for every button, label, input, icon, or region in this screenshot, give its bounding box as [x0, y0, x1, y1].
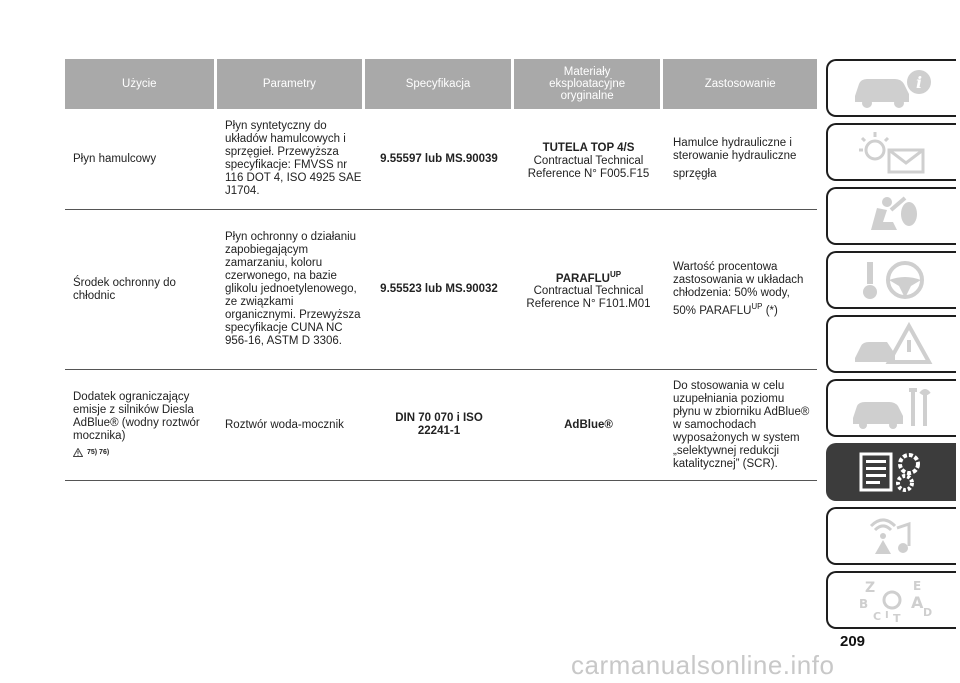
car-service-tools-icon [847, 386, 937, 430]
cell-application: Hamulce hydrauliczne i sterowanie hydrauliczne sprzęgła [673, 137, 797, 180]
alphabetical-index-icon [847, 578, 937, 622]
fluids-table [65, 59, 817, 481]
cell-application: Wartość procentowa zastosowania w układach chłodzenia: 50% wody, 50% $PARAFLU^{UP}$ (*) [673, 261, 804, 317]
header-parameters: Parametry [217, 59, 363, 109]
table-row [65, 210, 817, 370]
table-header [65, 59, 817, 109]
cell-use: Środek ochronny do chłodnic [73, 276, 176, 302]
index-letter: A [911, 593, 924, 612]
accident-warning-triangle-icon [847, 322, 937, 366]
page-number: 209 [840, 633, 866, 650]
watermark: carmanualsonline.info [571, 650, 835, 680]
tab-index[interactable] [826, 571, 956, 629]
tab-multimedia[interactable] [826, 507, 956, 565]
cell-parameters: Roztwór woda-mocznik [225, 418, 344, 431]
tab-safety[interactable] [826, 187, 956, 245]
index-letter: D [923, 606, 933, 619]
seat-airbag-icon [847, 194, 937, 238]
tab-emergency[interactable] [826, 315, 956, 373]
cell-use: Płyn hamulcowy [73, 152, 157, 165]
index-letter: I [885, 610, 889, 621]
product-reference: Contractual Technical Reference N° F101.M01 [526, 285, 651, 311]
index-letter: T [893, 612, 901, 622]
header-original-fluids: Materiały eksploatacyjne oryginalne [514, 59, 661, 109]
svg-text:i: i [916, 73, 923, 92]
tab-warning-lights[interactable] [826, 123, 956, 181]
cell-specification: 9.55597 lub MS.90039 [380, 152, 498, 165]
product-name: $PARAFLU^{UP}$ [555, 269, 622, 285]
cell-specification: 9.55523 lub MS.90032 [380, 283, 498, 295]
tab-technical-data[interactable] [826, 443, 956, 501]
index-letter: C [873, 610, 882, 622]
car-info-icon [847, 66, 937, 110]
header-specification: Specyfikacja [365, 59, 511, 109]
multimedia-icon [847, 514, 937, 558]
tab-starting-driving[interactable] [826, 251, 956, 309]
index-letter: Z [865, 580, 876, 596]
cell-use: Dodatek ograniczający emisje z silników Diesla AdBlue® (wodny roztwór mocznika) 75) 76) [65, 370, 217, 480]
chapter-sidebar [826, 59, 956, 635]
warning-lights-message-icon [847, 130, 937, 174]
cell-original-fluid [515, 210, 665, 369]
cell-specification: DIN 70 070 i ISO 22241-1 [395, 412, 483, 437]
cell-application: Do stosowania w celu uzupełniania poziomu płynu w zbiorniku AdBlue® w samochodach wyposażonych w system „selektywnej redukcji katalitycznej” (SCR). [673, 379, 810, 470]
product-reference: Contractual Technical Reference N° F005.F15 [527, 154, 650, 180]
header-use: Użycie [65, 59, 214, 109]
tab-car-info[interactable] [826, 59, 956, 117]
technical-data-gear-icon [847, 450, 937, 494]
cell-original-fluid [515, 370, 665, 480]
warning-references: 75) 76) [73, 446, 214, 459]
index-letter: E [913, 579, 922, 593]
index-letter: B [859, 597, 869, 611]
key-steering-wheel-icon [847, 258, 937, 302]
cell-parameters: Płyn syntetyczny do układów hamulcowych i sprzęgieł. Przewyższa specyfikacje: FMVSS nr 116 DOT 4, ISO 4925 SAE J1704. [225, 120, 362, 197]
header-application: Zastosowanie [663, 59, 817, 109]
cell-parameters: Płyn ochronny o działaniu zapobiegającym zamarzaniu, koloru czerwonego, na bazie glikolu jednoetylenowego, ze związkami organicznymi. Przewyższa specyfikacje CUNA NC 956-16, ASTM D 3306. [225, 231, 361, 347]
warning-icon [73, 448, 83, 457]
tab-service-maintenance[interactable] [826, 379, 956, 437]
product-name: TUTELA TOP 4/S [542, 141, 635, 154]
cell-original-fluid [515, 109, 665, 209]
table-row [65, 370, 817, 481]
table-row [65, 109, 817, 210]
product-name: AdBlue® [564, 418, 613, 431]
